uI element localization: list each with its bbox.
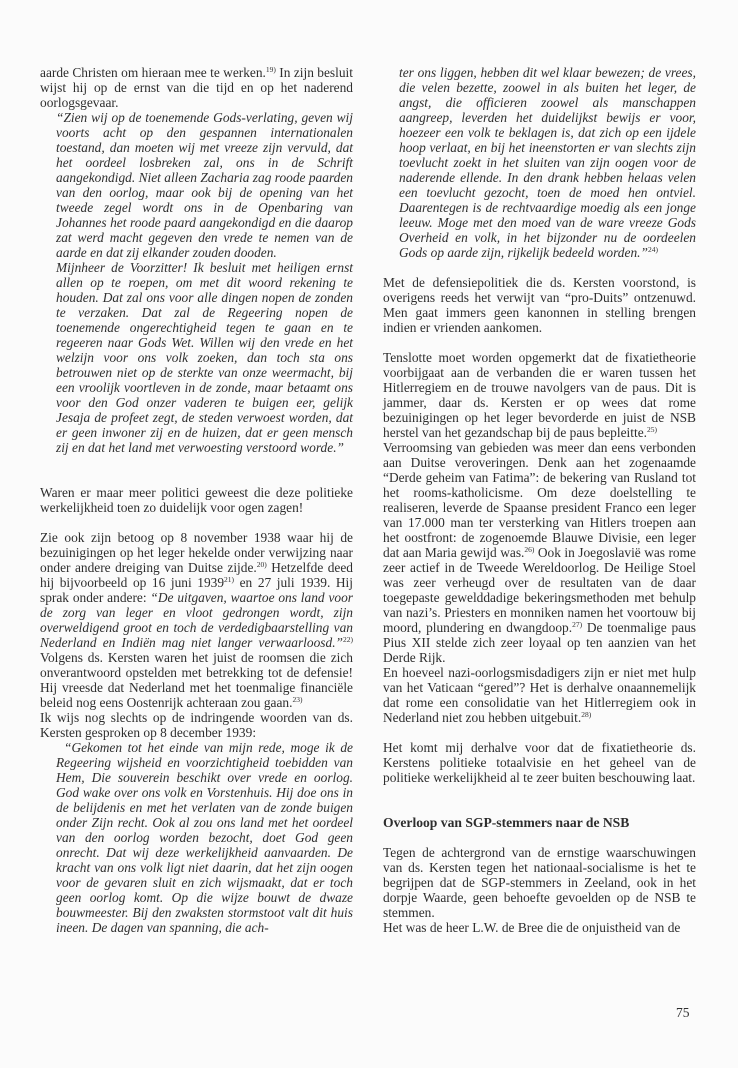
inline-quote: “De uitgaven, waartoe ons land voor de zorg van leger en vloot gedrongen wordt, zijn overweldigend groot en toch de verdedigbaarstelling van Nederland en Indiën mag niet langer verwaarloosd.” [40, 590, 353, 650]
paragraph: Het was de heer L.W. de Bree die de onjuistheid van de [383, 920, 681, 935]
footnote-marker: 24) [647, 245, 658, 254]
paragraph: Ik wijs nog slechts op de indringende woorden van ds. Kersten gesproken op 8 december 1939: [40, 710, 353, 740]
page-number: 75 [676, 1005, 690, 1020]
paragraph: Tegen de achtergrond van de ernstige waarschuwingen van ds. Kersten tegen het nationaal-socialisme is het te begrijpen dat de SGP-stemmers in Zeeland, ook in het dorpje Waarde, geen behoefte gevoelden op de NSB te stemmen. [383, 845, 696, 920]
block-quote-continued [383, 65, 696, 260]
paragraph-text: De toenmalige paus Pius XII stelde zich zeer loyaal op ten aanzien van het Derde Rijk. [383, 620, 696, 665]
paragraph-text: Volgens ds. Kersten waren het juist de roomsen die zich onverantwoord opstelden met betrekking tot de defensie! Hij vreesde dat Nederland met het toenmalige financiële beleid nog eens Oostenrijk achteraan zou gaan. [40, 650, 353, 710]
footnote-marker: 26) [524, 545, 535, 554]
footnote-marker: 20) [256, 560, 267, 569]
block-quote: “Zien wij op de toenemende Gods-verlating, geven wij voorts acht op den gespannen internationalen toestand, dan moeten wij met vreeze zijn vervuld, dat het oordeel losbreken zal, ons in de Schrift aangekondigd. Niet alleen Zacharia zag roode paarden van den oorlog, maar ook bij de opening van het tweede zegel wordt ons in de Openbaring van Johannes het roode paard aangekondigd en die daarop zat werd macht gegeven den vrede te nemen van de aarde en dat zij elkander zouden dooden. [56, 110, 353, 260]
paragraph-text: In zijn besluit wijst hij op de ernst van die tijd en op het naderend oorlogsgevaar. [40, 65, 353, 110]
paragraph-text: Tenslotte moet worden opgemerkt dat de fixatietheorie voorbijgaat aan de verbanden die er waren tussen het Hitlerregiem en de trouwe navolgers van de paus. Dit is jammer, daar ds. Kersten er op wees dat rome bezuinigingen op het leger bevorderde en juist de NSB herstel van het gezandschap bij de paus bepleitte. [383, 350, 696, 440]
right-column [383, 65, 696, 935]
block-quote: “Gekomen tot het einde van mijn rede, moge ik de Regeering wijsheid en voorzichtigheid toebidden van Hem, Die souverein beschikt over vrede en oorlog. God wake over ons volk en Vorstenhuis. Hij doe ons in de belijdenis en met het verlaten van de zonde buigen onder Zijn recht. Ook al zou ons land met het oordeel van den oorlog worden bezocht, doet God geen onrecht. Dat wij deze werkelijkheid aanvaarden. De kracht van ons volk ligt niet daarin, dat het zijn oogen voor de gevaren sluit en zich wijsmaakt, dat er toch geen oorlog komt. Op die wijze bouwt de dwaze bouwmeester. Bij den zwaksten stormstoot valt dit huis ineen. De dagen van spanning, die ach- [56, 740, 353, 935]
block-quote: Mijnheer de Voorzitter! Ik besluit met heiligen ernst allen op te roepen, om met dit woord rekening te houden. Dat zal ons voor alle dingen nopen de zonden te verzaken. Dat zal de Regeering nopen de toenemende ongerechtigheid tegen te gaan en te regeeren naar Gods Wet. Willen wij den vrede en het welzijn voor ons volk zoeken, dan toch sta ons betrouwen niet op de sterkte van onze weermacht, bij een vroolijk voortleven in de zonde, maar betaamt ons voor den God onzer vaderen te buigen eer, gelijk Jesaja de profeet zegt, de steden verwoest worden, dat er geen inwoner zij en de huizen, dat er geen mensch zij en dat het land met verwoesting verstoord worde.” [56, 260, 353, 455]
paragraph-text: En hoeveel nazi-oorlogsmisdadigers zijn er niet met hulp van het Vaticaan “gered”? Het is derhalve onaannemelijk dat rome een consolidatie van het Hitlerregiem ook in Nederland niet zou hebben uitgebuit. [383, 665, 696, 725]
paragraph-text: en 27 juli 1939. Hij sprak onder andere: [40, 575, 353, 605]
paragraph [383, 440, 696, 665]
paragraph: Waren er maar meer politici geweest die deze politieke werkelijkheid toen zo duidelijk voor ogen zagen! [40, 485, 353, 515]
quote-text: ter ons liggen, hebben dit wel klaar bewezen; de vrees, die velen bezette, zoowel in als buiten het leger, de angst, die officieren zoowel als manschappen aangreep, leverden het duidelijkst bewijs er voor, hoezeer een volk te beklagen is, dat zich op een ijdele hoop verlaat, en bij het ineenstorten er van slechts zijn toevlucht zoekt in het sluiten van zijn oogen voor de naderende ellende. In den drank hebben helaas velen een toevlucht gezocht, toen de moed hen ontviel. Daarentegen is de rechtvaardige moedig als een jonge leeuw. Moge met den moed van de ware vreeze Gods Overheid en volk, in het bijzonder nu de oordeelen Gods op aarde zijn, rijkelijk bedeeld worden.” [399, 65, 696, 260]
paragraph [383, 350, 696, 440]
paragraph-text: Zie ook zijn betoog op 8 november 1938 waar hij de bezuinigingen op het leger hekelde onder verwijzing naar onder andere dreiging van Duitse zijde. [40, 530, 353, 575]
footnote-marker: 21) [224, 575, 235, 584]
footnote-marker: 22) [343, 635, 353, 644]
paragraph [40, 65, 353, 110]
paragraph-text: Ook in Joegoslavië was rome zeer actief in de Tweede Wereldoorlog. De Heilige Stoel was zeer verheugd over de resultaten van de daar toegepaste gewelddadige bekeringsmethoden met behulp van nazi’s. Priesters en monniken namen het voortouw bij moord, plundering en dwangdoop. [383, 545, 696, 635]
paragraph-text: Verroomsing van gebieden was meer dan eens verbonden aan Duitse veroveringen. Denk aan het zogenaamde “Derde geheim van Fatima”: de bekering van Rusland tot het rooms-katholicisme. Om deze doelstelling te realiseren, leverde de Spaanse president Franco een leger van 17.000 man ter versterking van Hitlers troepen aan het oostfront: de zogenoemde Blauwe Divisie, een leger dat aan Maria gewijd was. [383, 440, 696, 560]
footnote-marker: 25) [647, 425, 657, 434]
paragraph-text: Hetzelfde deed hij bijvoorbeeld op 16 juni 1939 [40, 560, 354, 590]
left-column [40, 65, 353, 935]
footnote-marker: 23) [292, 695, 303, 704]
paragraph [383, 665, 696, 725]
paragraph-text: aarde Christen om hieraan mee te werken. [40, 65, 266, 80]
footnote-marker: 27) [572, 620, 583, 629]
footnote-marker: 19) [265, 65, 276, 74]
footnote-marker: 28) [581, 710, 592, 719]
paragraph: Het komt mij derhalve voor dat de fixatietheorie ds. Kerstens politieke totaalvisie en het geheel van de politieke werkelijkheid al te zeer buiten beschouwing laat. [383, 740, 696, 785]
section-heading: Overloop van SGP-stemmers naar de NSB [383, 815, 630, 830]
paragraph: Met de defensiepolitiek die ds. Kersten voorstond, is overigens reeds het verwijt van “pro-Duits” ontzenuwd. Men gaat immers geen kanonnen in stelling brengen indien er vrienden aankomen. [383, 275, 696, 335]
paragraph [40, 530, 353, 710]
